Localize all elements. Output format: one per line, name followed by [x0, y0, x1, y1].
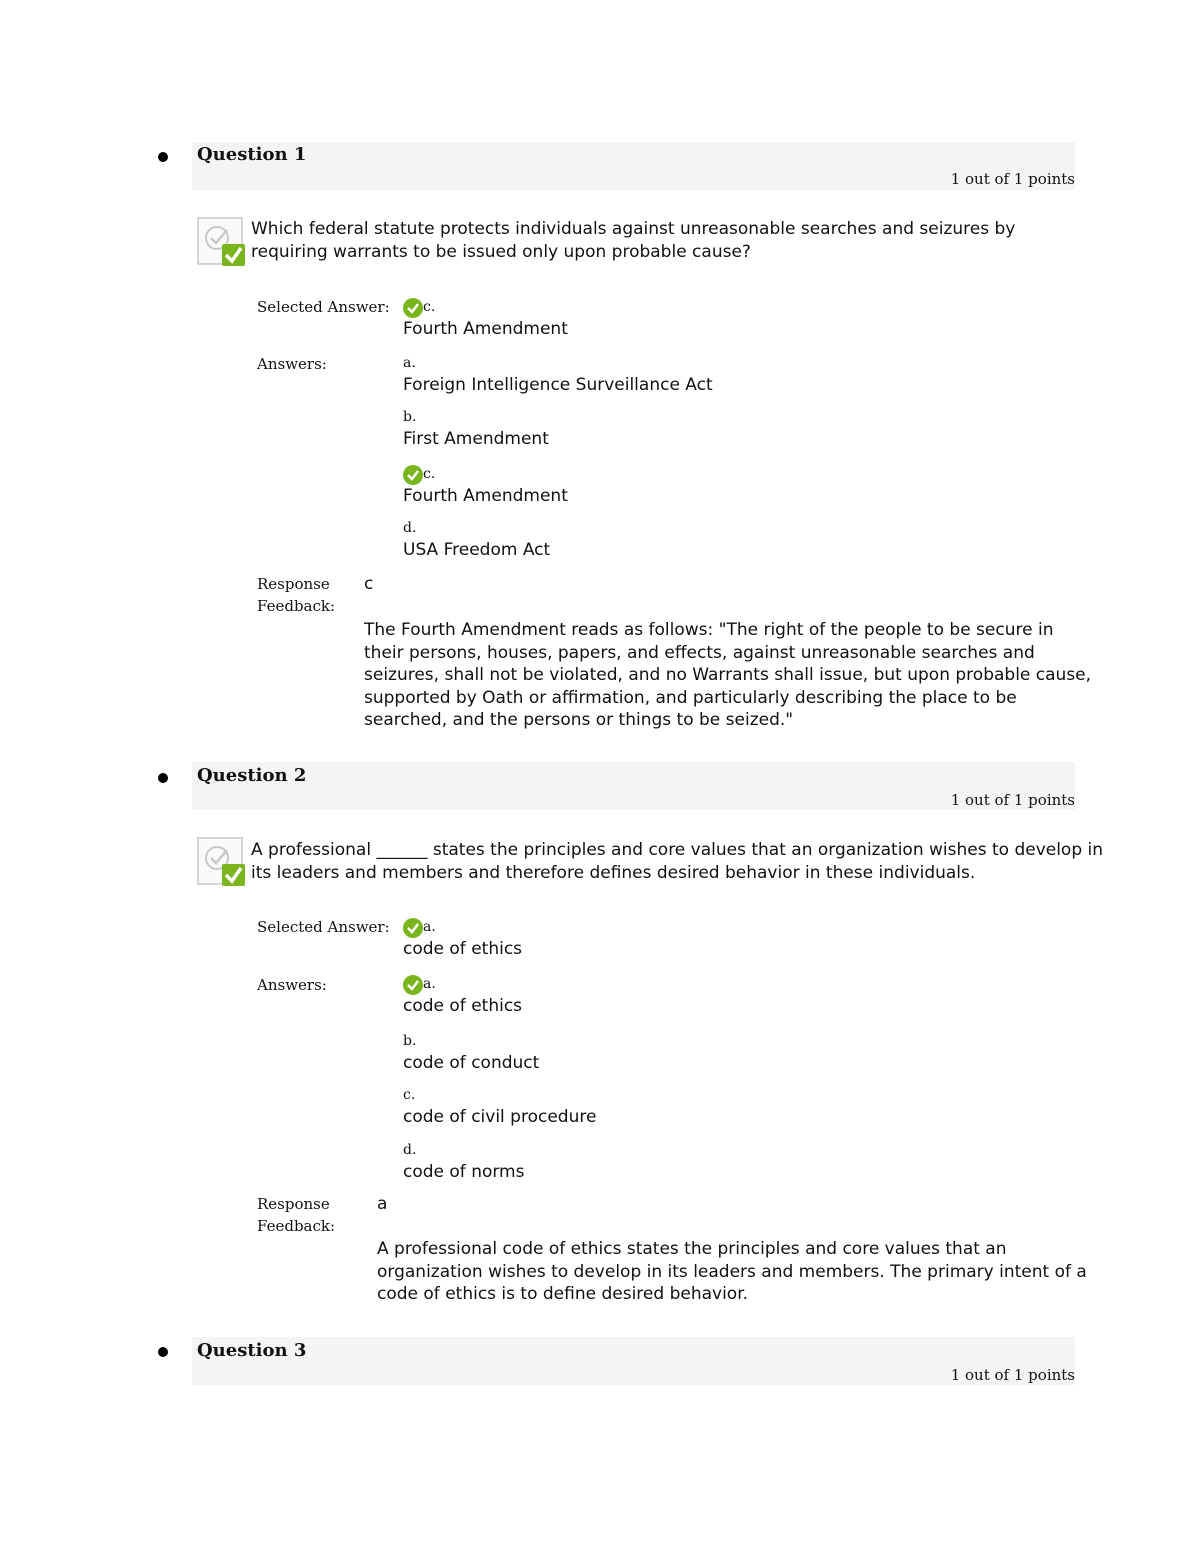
answer-text: code of ethics: [403, 996, 523, 1016]
question-points: 1 out of 1 points: [950, 791, 1075, 809]
answer-text: code of norms: [403, 1162, 525, 1182]
answer-option-correct: [403, 971, 522, 1017]
bullet: [158, 1347, 168, 1357]
answer-letter: b.: [403, 1033, 417, 1049]
answer-letter: d.: [403, 1142, 417, 1158]
check-icon: [403, 465, 423, 485]
bullet: [158, 152, 168, 162]
answer-letter: c.: [423, 466, 436, 482]
feedback-letter: c: [364, 574, 374, 594]
answer-option: [403, 350, 713, 396]
answer-option-correct: [403, 461, 568, 507]
answer-option: [403, 1137, 524, 1183]
check-icon: [403, 975, 423, 995]
feedback-letter: a: [377, 1194, 388, 1214]
answer-option: [403, 515, 550, 561]
correct-question-icon: [197, 836, 247, 888]
selected-answer-label: Selected Answer:: [257, 298, 390, 316]
answers-label: Answers:: [257, 355, 327, 373]
answer-text: Fourth Amendment: [403, 486, 568, 506]
check-icon: [403, 918, 423, 938]
response-feedback-label: Response Feedback:: [257, 1195, 336, 1235]
question-text: A professional ______ states the principles and core values that an organization wishes to develop in its leaders and members and therefore defines desired behavior in these individuals.: [251, 840, 1104, 883]
question-header-bar: [192, 142, 1075, 190]
question-points: 1 out of 1 points: [950, 170, 1075, 188]
answer-text: Foreign Intelligence Surveillance Act: [403, 375, 713, 395]
question-title: Question 1: [197, 144, 307, 165]
selected-answer: [403, 914, 522, 960]
answer-letter: a.: [403, 355, 416, 371]
answer-text: code of ethics: [403, 939, 523, 959]
correct-question-icon: [197, 216, 247, 268]
answer-letter: c.: [403, 1087, 416, 1103]
question-points: 1 out of 1 points: [950, 1366, 1075, 1384]
question-title: Question 2: [197, 765, 307, 786]
answer-option: [403, 1082, 596, 1128]
bullet: [158, 773, 168, 783]
answer-letter: a.: [423, 919, 436, 935]
answer-letter: d.: [403, 520, 417, 536]
answers-label: Answers:: [257, 976, 327, 994]
answer-text: First Amendment: [403, 429, 549, 449]
question-header-bar: [192, 762, 1075, 810]
answer-text: USA Freedom Act: [403, 540, 551, 560]
answer-letter: c.: [423, 299, 436, 315]
answer-text: code of conduct: [403, 1053, 540, 1073]
question-header-bar: [192, 1337, 1075, 1385]
response-feedback-label: Response Feedback:: [257, 575, 336, 615]
answer-option: [403, 1028, 539, 1074]
answer-letter: a.: [423, 976, 436, 992]
selected-answer-label: Selected Answer:: [257, 918, 390, 936]
answer-letter: b.: [403, 409, 417, 425]
question-text: Which federal statute protects individuals against unreasonable searches and seizures by requiring warrants to be issued only upon probable cause?: [251, 219, 1016, 262]
feedback-text: The Fourth Amendment reads as follows: "The right of the people to be secure in their persons, houses, papers, and effects, against unreasonable searches and seizures, shall not be violated, and no Warrants shall issue, but upon probable cause, supported by Oath or affirmation, and particularly describing the place to be searched, and the persons or things to be seized.": [364, 620, 1092, 730]
answer-text: Fourth Amendment: [403, 319, 568, 339]
check-icon: [403, 298, 423, 318]
answer-option: [403, 404, 549, 450]
selected-answer: [403, 294, 568, 340]
feedback-text: A professional code of ethics states the principles and core values that an organization wishes to develop in its leaders and members. The primary intent of a code of ethics is to define desired behavior.: [377, 1239, 1087, 1304]
answer-text: code of civil procedure: [403, 1107, 597, 1127]
question-title: Question 3: [197, 1340, 307, 1361]
